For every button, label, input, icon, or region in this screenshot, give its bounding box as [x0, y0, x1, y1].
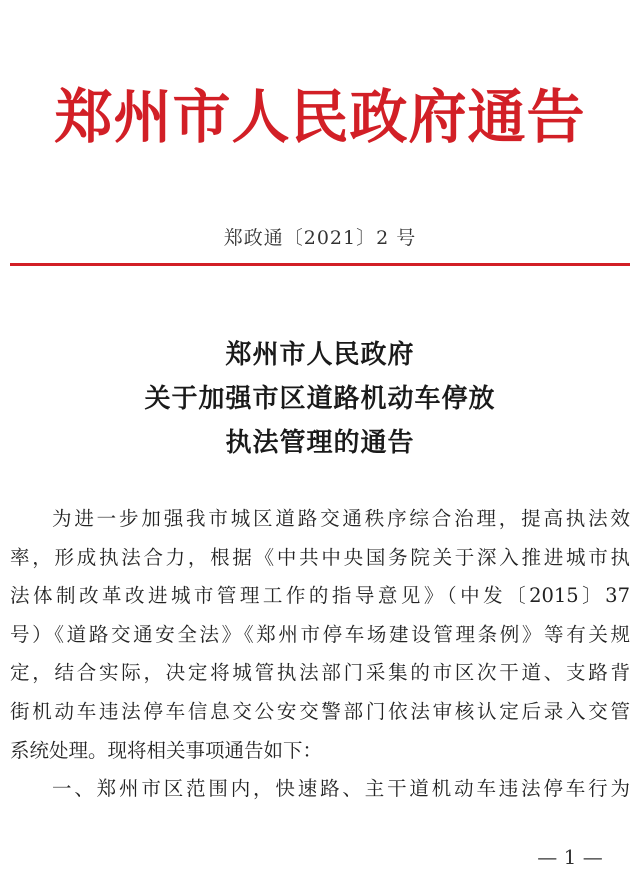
body-line: 一、郑州市区范围内，快速路、主干道机动车违法停车行为 [52, 777, 630, 801]
body-line: 街机动车违法停车信息交公安交警部门依法审核认定后录入交管 [10, 699, 630, 723]
title-line: 执法管理的通告 [225, 428, 415, 458]
body-line: 为进一步加强我市城区道路交通秩序综合治理，提高执法效 [52, 507, 630, 530]
page-number: — 1 — [537, 845, 603, 869]
red-separator-line [10, 263, 630, 266]
document-body [10, 500, 630, 809]
body-line: 法体制改革改进城市管理工作的指导意见》（中发〔2015〕37 [10, 584, 630, 608]
body-line: 号）《道路交通安全法》《郑州市停车场建设管理条例》等有关规 [10, 622, 630, 646]
document-masthead: 郑州市人民政府通告 [54, 83, 586, 151]
title-line: 郑州市人民政府 [225, 340, 415, 370]
body-line: 率，形成执法合力，根据《中共中央国务院关于深入推进城市执 [10, 545, 630, 569]
document-title [0, 333, 640, 465]
title-line: 关于加强市区道路机动车停放 [144, 384, 496, 414]
body-line: 系统处理。现将相关事项通告如下： [10, 738, 323, 762]
body-line: 定，结合实际，决定将城管执法部门采集的市区次干道、支路背 [10, 661, 630, 685]
document-number: 郑政通〔2021〕2 号 [223, 227, 417, 249]
